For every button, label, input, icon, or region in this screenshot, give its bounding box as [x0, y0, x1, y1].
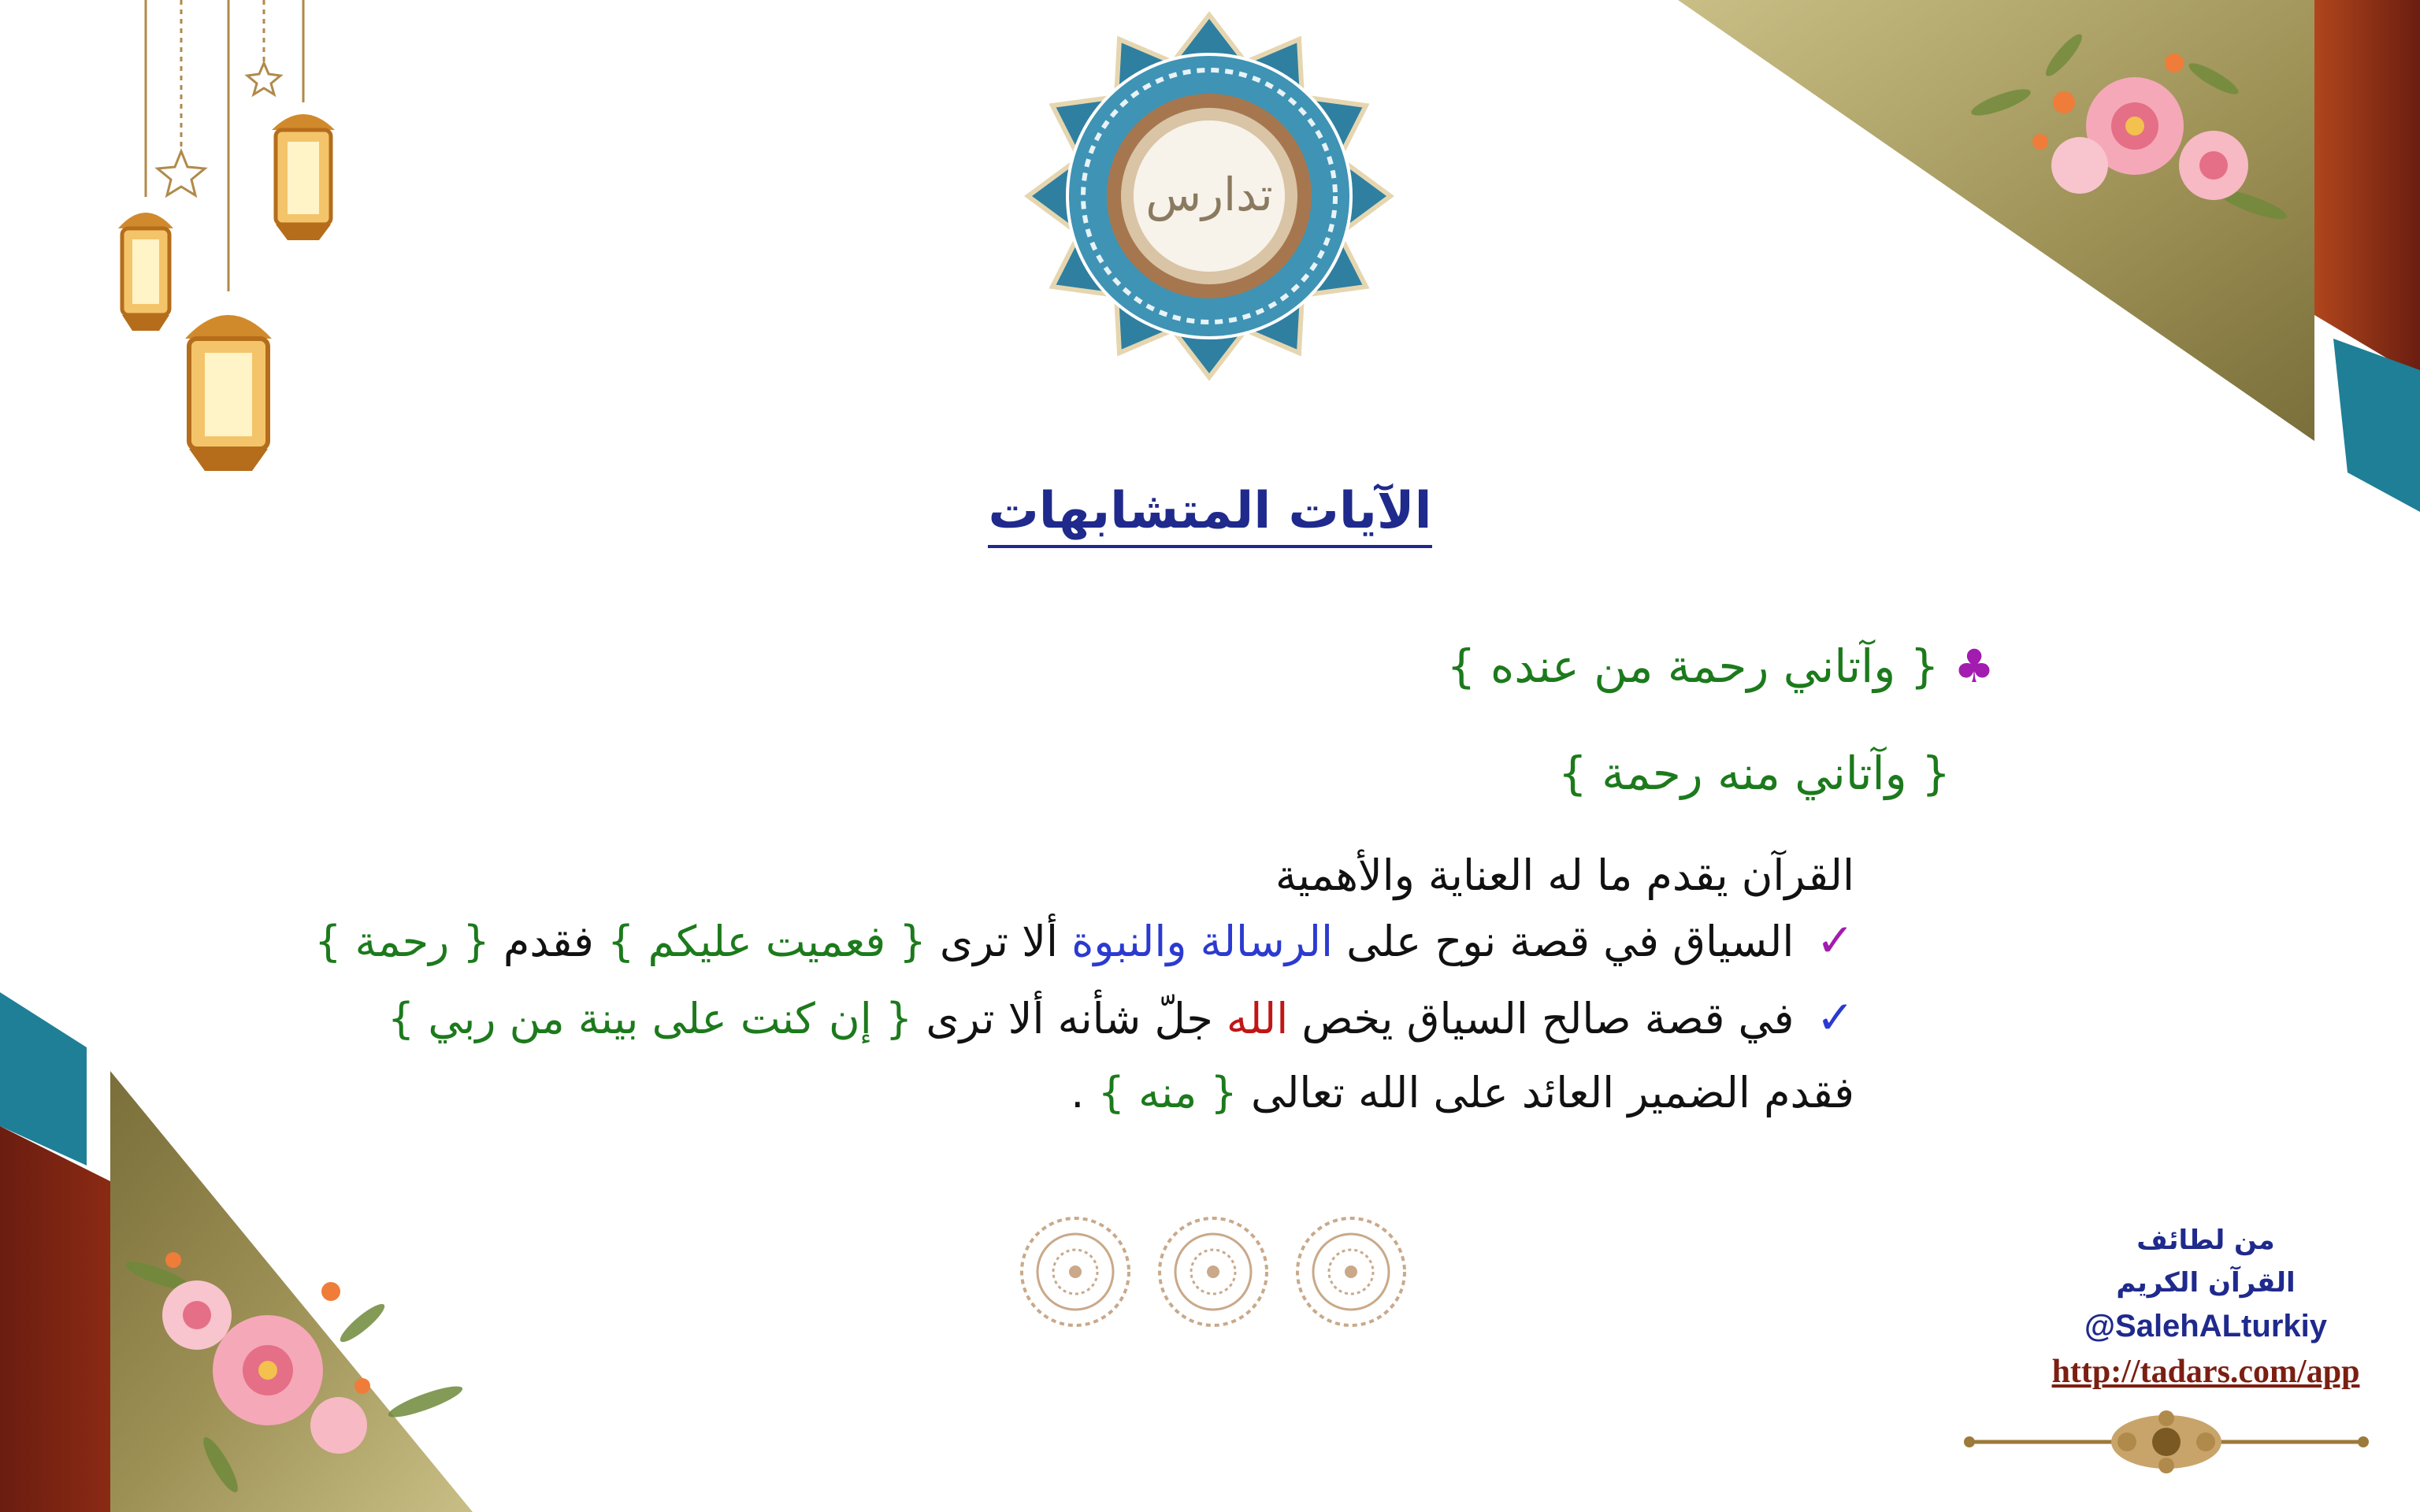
attribution-handle: @SalehALturkiy [2084, 1309, 2327, 1343]
verse-one-text: { وآتاني رحمة من عنده } [1446, 639, 1939, 693]
explanation-line-two: ✓في قصة صالح السياق يخص الله جلّ شأنه ألا ترى { إن كنت على بينة من ربي } [387, 991, 1854, 1044]
star-icon [158, 63, 280, 195]
check-icon: ✓ [1816, 914, 1854, 967]
verse-two [1558, 747, 1950, 800]
attribution-link[interactable]: http://tadars.com/app [2051, 1354, 2360, 1390]
lantern-icon [185, 315, 272, 471]
lanterns-decoration [102, 0, 362, 488]
explanation-line-one: ✓السياق في قصة نوح على الرسالة والنبوة ألا ترى { فعميت عليكم } فقدم { رحمة } [314, 914, 1854, 967]
verse-two-text: { وآتاني منه رحمة } [1557, 747, 1950, 800]
divider-ornament-icon [1962, 1406, 2371, 1477]
club-bullet-icon: ♣ [1954, 639, 1995, 693]
attribution-line-one: من لطائف [2136, 1225, 2275, 1256]
explanation-intro: القرآن يقدم ما له العناية والأهمية [1275, 850, 1854, 900]
lantern-icon [118, 213, 173, 331]
rosette-icon [1022, 1218, 1129, 1325]
rosette-icon [1160, 1218, 1267, 1325]
flower-icon [126, 1228, 473, 1496]
lantern-icon [272, 114, 335, 240]
verse-one [1447, 639, 1995, 693]
rosettes-row [1016, 1213, 1410, 1331]
check-icon: ✓ [1816, 991, 1854, 1044]
attribution-line-two: القرآن الكريم [2116, 1267, 2296, 1299]
page-title: الآيات المتشابهات [0, 482, 2420, 540]
attribution-block [1969, 1219, 2420, 1395]
svg-text:تدارس: تدارس [1145, 168, 1273, 221]
explanation-line-three: فقدم الضمير العائد على الله تعالى { منه } . [1071, 1068, 1854, 1117]
medallion-icon [1024, 11, 1394, 381]
rosette-icon [1297, 1218, 1405, 1325]
flower-icon [1954, 8, 2316, 244]
